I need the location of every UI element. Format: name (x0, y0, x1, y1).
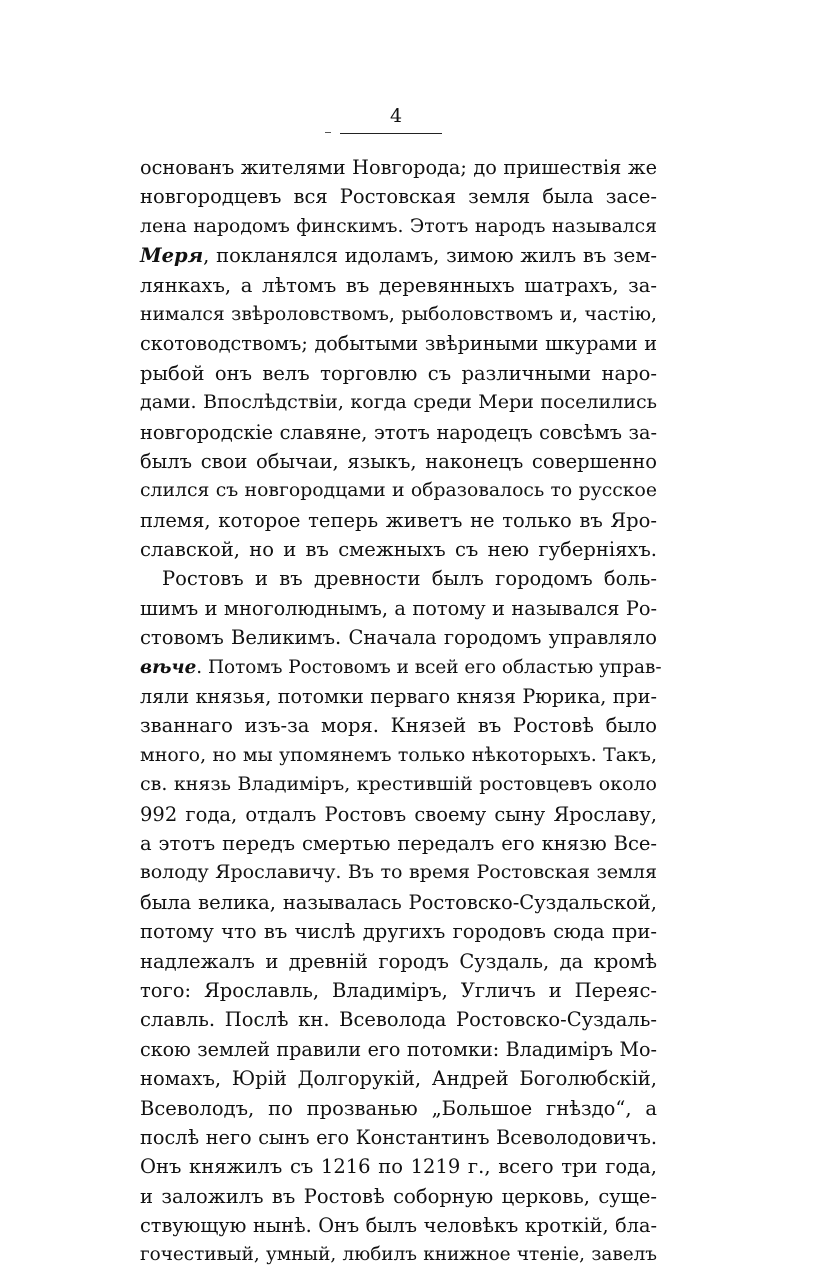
text-line: былъ свои обычаи, языкъ, наконецъ совершенно (140, 449, 657, 473)
text-line: скотоводствомъ; добытыми звѣриными шкурами и (140, 332, 657, 356)
text-run: . Потомъ Ростовомъ и всей его областью управ- (196, 656, 662, 678)
text-line: племя, которое теперь живетъ не только въ Яро- (140, 508, 657, 532)
text-line: стовомъ Великимъ. Сначала городомъ управляло (140, 626, 657, 650)
body-text (140, 153, 662, 1270)
text-line (140, 241, 657, 270)
text-line: номахъ, Юрій Долгорукій, Андрей Боголюбскій, (140, 1067, 657, 1091)
text-line: гочестивый, умный, любилъ книжное чтеніе, завелъ (140, 1244, 657, 1266)
text-line: дами. Впослѣдствіи, когда среди Мери поселились (140, 391, 657, 414)
emphasized-word: вѣче (140, 656, 197, 678)
text-run: , покланялся идоламъ, зимою жилъ въ зем- (203, 244, 657, 268)
text-line: св. князь Владиміръ, крестившій ростовцевъ около (140, 773, 657, 796)
paragraph (140, 564, 662, 1269)
text-line: много, но мы упомянемъ только нѣкоторыхъ. Такъ, (140, 743, 657, 766)
text-line: надлежалъ и древній городъ Суздаль, да кромѣ (140, 949, 657, 973)
text-line: а этотъ передъ смертью передалъ его князю Все- (140, 831, 657, 855)
text-line: ствующую нынѣ. Онъ былъ человѣкъ кроткій, бла- (140, 1214, 657, 1238)
text-line: славской, но и въ смежныхъ съ нею губерніяхъ. (140, 538, 657, 562)
text-line: того: Ярославль, Владиміръ, Угличъ и Переяс- (140, 978, 657, 1002)
emphasized-word: Меря (140, 244, 204, 268)
text-line: потому что въ числѣ другихъ городовъ сюда при- (140, 920, 657, 944)
text-line: лена народомъ финскимъ. Этотъ народъ назывался (140, 215, 657, 237)
text-line: ляли князья, потомки перваго князя Рюрика, при- (140, 685, 657, 709)
text-line: шимъ и многолюднымъ, а потому и назывался Ро- (140, 596, 657, 620)
text-line: володу Ярославичу. Въ то время Ростовская земля (140, 861, 657, 884)
text-line: новгородцевъ вся Ростовская земля была засе- (140, 185, 657, 209)
text-line: нимался звѣроловствомъ, рыболовствомъ и, частію, (140, 303, 657, 325)
text-line: скою землей правили его потомки: Владиміръ Мо- (140, 1037, 657, 1061)
text-line: и заложилъ въ Ростовѣ соборную церковь, суще- (140, 1184, 657, 1208)
text-line: 992 года, отдалъ Ростовъ своему сыну Ярославу, (140, 802, 657, 826)
text-line: рыбой онъ велъ торговлю съ различными наро- (140, 361, 657, 385)
text-line: послѣ него сынъ его Константинъ Всеволодовичъ. (140, 1125, 657, 1149)
text-line: была велика, называлась Ростовско-Суздальской, (140, 890, 657, 914)
text-line: Всеволодъ, по прозванью „Большое гнѣздо“, а (140, 1096, 657, 1120)
text-line: слился съ новгородцами и образовалось то русское (140, 480, 657, 502)
text-line: новгородскіе славяне, этотъ народецъ совсѣмъ за- (140, 420, 657, 444)
text-line: лянкахъ, а лѣтомъ въ деревянныхъ шатрахъ, за- (140, 273, 657, 297)
text-line: Ростовъ и въ древности былъ городомъ боль- (162, 567, 657, 591)
page-number: 4 (389, 105, 403, 127)
text-line (140, 653, 662, 682)
text-line: Онъ княжилъ съ 1216 по 1219 г., всего три года, (140, 1155, 657, 1179)
text-line: основанъ жителями Новгорода; до пришествія же (140, 156, 657, 179)
header-rule (340, 133, 442, 134)
paragraph (140, 153, 657, 564)
header-rule-mark (325, 132, 331, 133)
text-line: званнаго изъ-за моря. Князей въ Ростовѣ было (140, 714, 657, 738)
text-line: славль. Послѣ кн. Всеволода Ростовско-Суздаль- (140, 1008, 657, 1032)
